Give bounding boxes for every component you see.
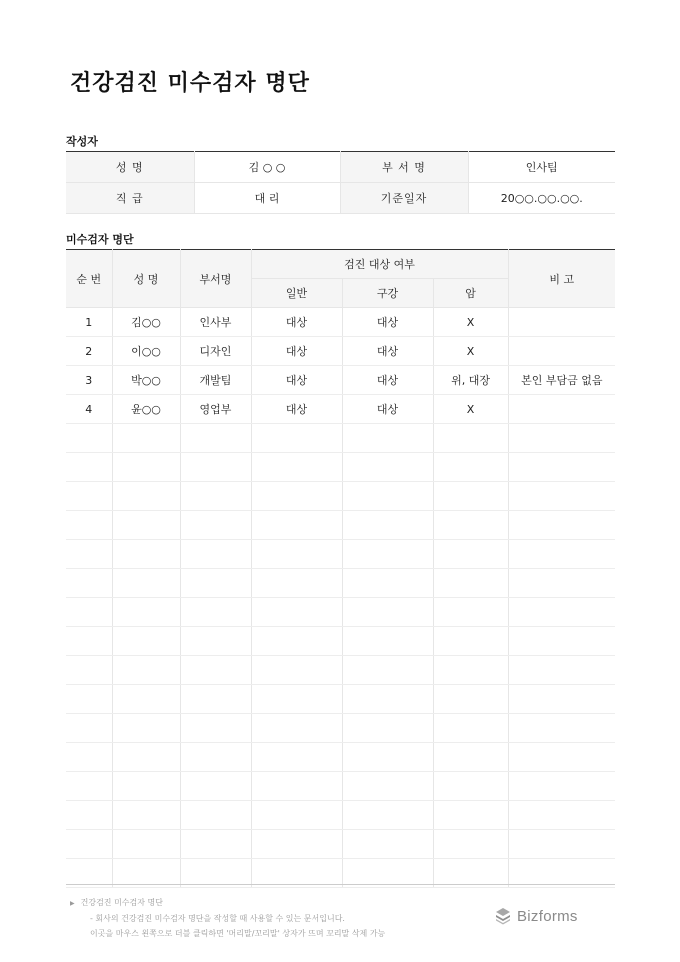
table-header-row [66,250,615,279]
cell-cancer: X [433,337,508,366]
cell-name [112,424,180,453]
cell-name [112,482,180,511]
header-no: 순 번 [66,250,112,308]
cell-cancer [433,743,508,772]
cell-name: 이○○ [112,337,180,366]
cell-oral: 대상 [342,366,433,395]
cell-cancer [433,685,508,714]
cell-cancer [433,627,508,656]
table-row [66,656,615,685]
cell-general [251,743,342,772]
cell-no [66,482,112,511]
table-row [66,685,615,714]
cell-cancer [433,424,508,453]
cell-name [112,540,180,569]
cell-no [66,511,112,540]
cell-no [66,569,112,598]
cell-note [508,540,615,569]
cell-oral [342,772,433,801]
cell-note [508,801,615,830]
cell-note: 본인 부담금 없음 [508,366,615,395]
footer-line-3: 이곳을 마우스 왼쪽으로 더블 클릭하면 '머리말/꼬리말' 상자가 뜨며 꼬리말 삭제 가능 [90,929,386,938]
cell-dept: 개발팀 [180,366,251,395]
cell-general [251,656,342,685]
footer-line-2: - 회사의 건강검진 미수검자 명단을 작성할 때 사용할 수 있는 문서입니다. [90,914,345,923]
cell-name [112,685,180,714]
cell-dept [180,511,251,540]
cell-dept [180,540,251,569]
cell-no: 4 [66,395,112,424]
table-row [66,482,615,511]
cell-oral [342,482,433,511]
rank-value: 대 리 [194,183,340,214]
cell-note [508,627,615,656]
cell-general [251,772,342,801]
cell-no [66,424,112,453]
name-value: 김 ○ ○ [194,152,340,183]
cell-general [251,685,342,714]
cell-oral [342,424,433,453]
list-section-label: 미수검자 명단 [66,233,134,246]
table-row [66,511,615,540]
cell-general: 대상 [251,366,342,395]
cell-dept [180,656,251,685]
cell-name [112,772,180,801]
header-dept: 부서명 [180,250,251,308]
header-oral: 구강 [342,279,433,308]
cell-dept [180,598,251,627]
cell-cancer [433,511,508,540]
cell-oral [342,511,433,540]
header-note: 비 고 [508,250,615,308]
cell-cancer [433,801,508,830]
cell-no [66,598,112,627]
table-row [66,540,615,569]
document-title: 건강검진 미수검자 명단 [70,71,310,96]
table-row [66,366,615,395]
cell-note [508,395,615,424]
cell-note [508,743,615,772]
cell-general [251,598,342,627]
cell-no: 2 [66,337,112,366]
cell-dept [180,801,251,830]
cell-general [251,540,342,569]
cell-name [112,656,180,685]
cell-general [251,830,342,859]
header-target-group: 검진 대상 여부 [251,250,508,279]
cell-name: 김○○ [112,308,180,337]
cell-name [112,453,180,482]
header-cancer: 암 [433,279,508,308]
cell-cancer [433,714,508,743]
cell-dept [180,482,251,511]
cell-dept [180,685,251,714]
cell-cancer [433,598,508,627]
cell-dept: 디자인 [180,337,251,366]
cell-cancer: X [433,395,508,424]
cell-dept [180,714,251,743]
cell-no [66,772,112,801]
cell-note [508,685,615,714]
cell-note [508,569,615,598]
cell-note [508,424,615,453]
cell-oral: 대상 [342,395,433,424]
cell-oral [342,627,433,656]
cell-note [508,714,615,743]
cell-oral [342,685,433,714]
cell-general: 대상 [251,395,342,424]
cell-cancer [433,656,508,685]
cell-cancer [433,772,508,801]
cell-note [508,830,615,859]
table-row [66,772,615,801]
footer-line-1: 건강검진 미수검자 명단 [80,898,163,907]
cell-no [66,714,112,743]
cell-cancer [433,830,508,859]
cell-oral: 대상 [342,337,433,366]
cell-no: 1 [66,308,112,337]
cell-name: 윤○○ [112,395,180,424]
cell-cancer [433,453,508,482]
table-row [66,569,615,598]
cell-oral [342,598,433,627]
bizforms-logo-icon [494,907,512,925]
cell-general [251,482,342,511]
cell-general: 대상 [251,308,342,337]
cell-cancer: 위, 대장 [433,366,508,395]
cell-general [251,569,342,598]
table-row [66,743,615,772]
cell-no [66,627,112,656]
bizforms-logo [494,907,578,925]
dept-value: 인사팀 [468,152,615,183]
header-general: 일반 [251,279,342,308]
cell-name [112,598,180,627]
table-row [66,308,615,337]
cell-name [112,830,180,859]
cell-cancer [433,482,508,511]
name-label: 성 명 [66,152,194,183]
cell-dept: 영업부 [180,395,251,424]
cell-dept [180,743,251,772]
author-table [66,151,615,214]
cell-dept: 인사부 [180,308,251,337]
cell-name [112,801,180,830]
cell-oral [342,801,433,830]
cell-no [66,656,112,685]
table-row [66,395,615,424]
cell-general: 대상 [251,337,342,366]
cell-no [66,685,112,714]
cell-name [112,511,180,540]
date-value: 20○○.○○.○○. [468,183,615,214]
cell-note [508,598,615,627]
cell-cancer [433,569,508,598]
cell-no [66,830,112,859]
cell-name [112,743,180,772]
cell-oral [342,743,433,772]
dept-label: 부 서 명 [340,152,468,183]
table-row [66,627,615,656]
cell-oral [342,830,433,859]
cell-note [508,308,615,337]
cell-oral [342,714,433,743]
footer-notes [70,895,385,941]
author-row-1 [66,152,615,183]
table-row [66,598,615,627]
cell-name [112,714,180,743]
cell-general [251,424,342,453]
cell-no: 3 [66,366,112,395]
cell-cancer: X [433,308,508,337]
cell-oral [342,569,433,598]
cell-general [251,627,342,656]
cell-oral [342,656,433,685]
cell-oral [342,540,433,569]
cell-general [251,511,342,540]
cell-general [251,714,342,743]
non-examinee-table [66,249,615,888]
cell-dept [180,627,251,656]
cell-general [251,801,342,830]
cell-note [508,772,615,801]
cell-oral [342,453,433,482]
cell-general [251,453,342,482]
triangle-bullet-icon: ▶ [70,900,75,907]
cell-oral: 대상 [342,308,433,337]
table-row [66,801,615,830]
cell-dept [180,569,251,598]
date-label: 기준일자 [340,183,468,214]
cell-no [66,743,112,772]
cell-note [508,511,615,540]
cell-note [508,656,615,685]
cell-name [112,627,180,656]
logo-text: Bizforms [517,907,578,925]
cell-note [508,482,615,511]
cell-name [112,569,180,598]
cell-no [66,540,112,569]
table-row [66,453,615,482]
cell-dept [180,772,251,801]
header-name: 성 명 [112,250,180,308]
cell-name: 박○○ [112,366,180,395]
cell-note [508,337,615,366]
table-row [66,714,615,743]
cell-cancer [433,540,508,569]
table-row [66,830,615,859]
author-section-label: 작성자 [66,135,98,148]
cell-no [66,453,112,482]
cell-note [508,453,615,482]
cell-dept [180,453,251,482]
table-row [66,424,615,453]
rank-label: 직 급 [66,183,194,214]
footer-divider [66,884,615,885]
table-row [66,337,615,366]
author-row-2 [66,183,615,214]
cell-no [66,801,112,830]
cell-dept [180,424,251,453]
cell-dept [180,830,251,859]
